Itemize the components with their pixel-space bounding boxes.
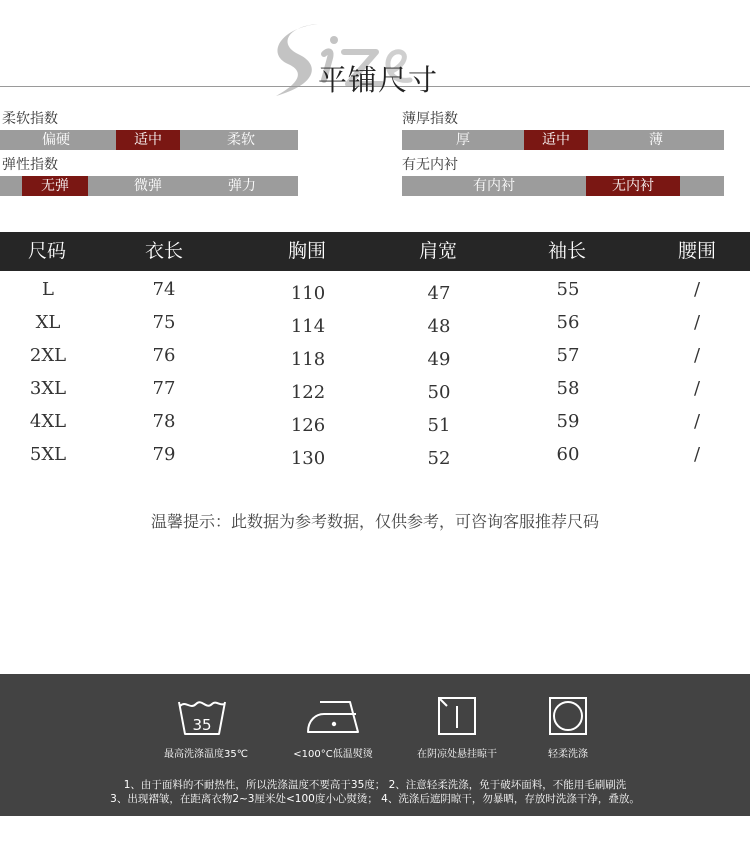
table-cell: 5XL — [29, 444, 67, 465]
table-cell: / — [693, 312, 701, 333]
table-cell: / — [693, 279, 701, 300]
care-note-1: 1、由于面料的不耐热性，所以洗涤温度不要高于35度； 2、注意轻柔洗涤，免于破坏面料，不能用毛刷刷洗 — [123, 779, 627, 791]
care-panel — [0, 674, 750, 816]
table-cell: 49 — [427, 349, 451, 370]
header-chest: 胸围 — [287, 240, 326, 262]
table-cell: L — [42, 279, 54, 300]
softness-option-soft: 柔软 — [227, 132, 255, 148]
softness-bar — [0, 130, 298, 150]
elasticity-bar — [0, 176, 298, 196]
table-cell: 51 — [427, 415, 451, 436]
table-cell: 52 — [427, 448, 451, 469]
header-waist: 腰围 — [677, 240, 716, 262]
elasticity-pad — [0, 176, 22, 196]
lining-option-with: 有内衬 — [473, 178, 515, 194]
header-size: 尺码 — [27, 240, 66, 262]
table-cell: 78 — [152, 411, 176, 432]
gentle-tumble-icon — [548, 696, 590, 738]
thickness-option-medium: 适中 — [524, 130, 588, 150]
size-tip: 温馨提示：此数据为参考数据，仅供参考，可咨询客服推荐尺码 — [150, 512, 599, 531]
table-cell: 79 — [152, 444, 176, 465]
page-title: 平铺尺寸 — [317, 63, 438, 97]
table-cell: 110 — [290, 283, 326, 304]
table-cell: 60 — [556, 444, 580, 465]
care-label-gentle: 轻柔洗涤 — [548, 749, 588, 760]
table-cell: / — [693, 411, 701, 432]
table-cell: / — [693, 444, 701, 465]
table-cell: / — [693, 345, 701, 366]
table-cell: 2XL — [29, 345, 67, 366]
header-length: 衣长 — [144, 240, 183, 262]
table-cell: 3XL — [29, 378, 67, 399]
table-cell: 126 — [290, 415, 326, 436]
thickness-label: 薄厚指数 — [402, 111, 458, 127]
softness-label: 柔软指数 — [2, 111, 58, 127]
table-cell: 48 — [427, 316, 451, 337]
softness-option-hard: 偏硬 — [42, 132, 70, 148]
table-cell: XL — [35, 312, 61, 333]
header-shoulder: 肩宽 — [418, 240, 457, 262]
table-cell: 50 — [427, 382, 451, 403]
care-label-wash: 最高洗涤温度35℃ — [164, 749, 248, 760]
page-header — [0, 0, 750, 110]
lining-bar — [402, 176, 724, 196]
table-cell: 56 — [556, 312, 580, 333]
table-cell: 57 — [556, 345, 580, 366]
table-cell: 47 — [427, 283, 451, 304]
softness-option-medium: 适中 — [116, 130, 180, 150]
table-cell: 118 — [290, 349, 326, 370]
wash-temp-text: 35 — [192, 716, 212, 734]
lining-label: 有无内衬 — [402, 157, 458, 173]
thickness-option-thin: 薄 — [649, 132, 663, 148]
thickness-option-thick: 厚 — [456, 132, 470, 148]
elasticity-option-stretch: 弹力 — [228, 178, 256, 194]
elasticity-option-slight: 微弹 — [134, 178, 162, 194]
care-label-iron: <100°C低温熨烫 — [293, 749, 373, 760]
table-cell: 122 — [290, 382, 326, 403]
iron-icon — [304, 696, 362, 738]
table-cell: 55 — [556, 279, 580, 300]
wash-tub-icon — [176, 696, 228, 738]
care-note-2: 3、出现褶皱，在距离衣物2~3厘米处<100度小心熨烫； 4、洗涤后遮阴晾干，勿暴晒，存放时洗涤干净，叠放。 — [110, 793, 640, 805]
table-cell: 74 — [152, 279, 176, 300]
table-cell: / — [693, 378, 701, 399]
elasticity-label: 弹性指数 — [2, 157, 58, 173]
table-cell: 75 — [152, 312, 176, 333]
table-cell: 130 — [290, 448, 326, 469]
table-cell: 58 — [556, 378, 580, 399]
table-cell: 114 — [290, 316, 326, 337]
elasticity-option-none: 无弹 — [22, 176, 88, 196]
table-cell: 77 — [152, 378, 176, 399]
size-table-header — [0, 232, 750, 271]
header-sleeve: 袖长 — [547, 240, 586, 262]
table-cell: 4XL — [29, 411, 67, 432]
table-cell: 59 — [556, 411, 580, 432]
care-label-dry: 在阴凉处悬挂晾干 — [417, 749, 497, 760]
table-cell: 76 — [152, 345, 176, 366]
drip-dry-shade-icon — [437, 696, 479, 738]
lining-option-without: 无内衬 — [586, 176, 680, 196]
thickness-bar — [402, 130, 724, 150]
